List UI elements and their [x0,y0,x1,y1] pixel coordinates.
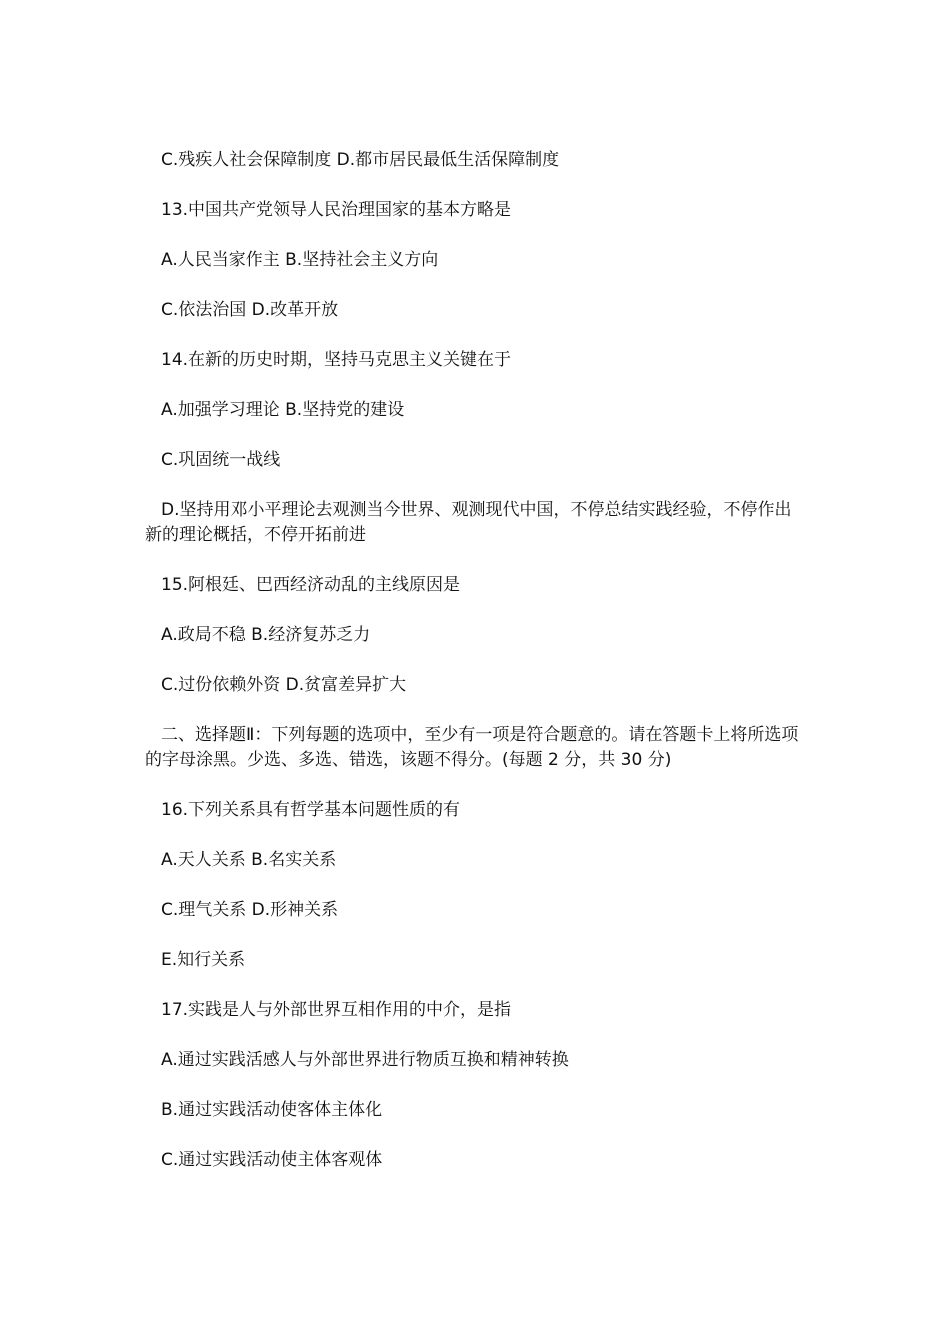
option-line-14-d: D.坚持用邓小平理论去观测当今世界、观测现代中国，不停总结实践经验，不停作出新的理论概括，不停开拓前进 [145,500,792,545]
option-line-16-e: E.知行关系 [161,950,246,970]
option-line-15-ab: A.政局不稳 B.经济复苏乏力 [161,625,371,645]
option-line-13-cd: C.依法治国 D.改革开放 [161,300,339,320]
option-line-12-cd: C.残疾人社会保障制度 D.都市居民最低生活保障制度 [161,150,560,170]
option-line-14-c: C.巩固统一战线 [161,450,281,470]
question-16: 16.下列关系具有哲学基本问题性质的有 [161,800,461,820]
option-line-16-cd: C.理气关系 D.形神关系 [161,900,339,920]
question-17: 17.实践是人与外部世界互相作用的中介，是指 [161,1000,512,1020]
question-14: 14.在新的历史时期，坚持马克思主义关键在于 [161,350,512,370]
option-line-17-b: B.通过实践活动使客体主体化 [161,1100,383,1120]
question-15: 15.阿根廷、巴西经济动乱的主线原因是 [161,575,461,595]
document-body [145,148,805,1198]
option-line-14-ab: A.加强学习理论 B.坚持党的建设 [161,400,405,420]
option-line-13-ab: A.人民当家作主 B.坚持社会主义方向 [161,250,439,270]
option-line-16-ab: A.天人关系 B.名实关系 [161,850,337,870]
question-13: 13.中国共产党领导人民治理国家的基本方略是 [161,200,512,220]
section-heading-multiple-choice: 二、选择题Ⅱ：下列每题的选项中，至少有一项是符合题意的。请在答题卡上将所选项的字母涂黑。少选、多选、错选，该题不得分。(每题 2 分，共 30 分) [145,725,799,770]
option-line-17-c: C.通过实践活动使主体客观体 [161,1150,383,1170]
option-line-15-cd: C.过份依赖外资 D.贫富差异扩大 [161,675,407,695]
option-line-17-a: A.通过实践活感人与外部世界进行物质互换和精神转换 [161,1050,569,1070]
